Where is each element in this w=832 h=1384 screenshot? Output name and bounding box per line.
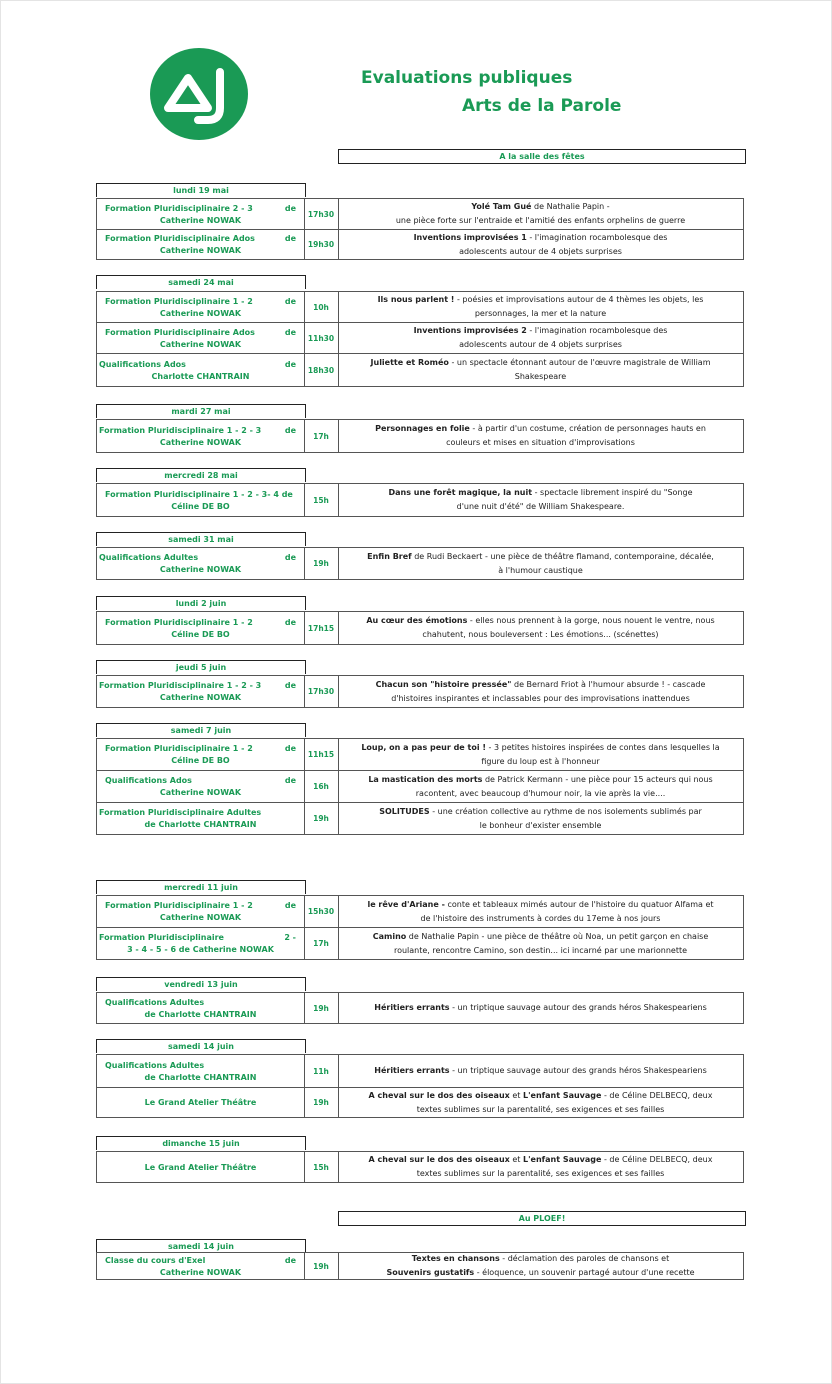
day-header: lundi 19 mai bbox=[96, 183, 306, 197]
venue-salle-des-fetes: A la salle des fêtes bbox=[338, 149, 746, 164]
teacher-name: Catherine NOWAK bbox=[159, 913, 242, 922]
show-title-2: Souvenirs gustatifs bbox=[386, 1268, 475, 1277]
desc-line1: - poésies et improvisations autour de 4 thèmes les objets, les bbox=[454, 295, 704, 304]
day-header: samedi 31 mai bbox=[96, 532, 306, 546]
desc-line2: d'une nuit d'été" de William Shakespeare. bbox=[456, 502, 625, 511]
course-name: Formation Pluridisciplinaire Ados bbox=[105, 234, 255, 243]
show-title: Juliette et Roméo bbox=[370, 358, 449, 367]
course-cell bbox=[97, 354, 305, 386]
course-de: de bbox=[284, 425, 296, 435]
course-cell bbox=[97, 803, 305, 834]
desc-line1: - un spectacle étonnant autour de l'œuvre magistrale de William bbox=[448, 358, 711, 367]
description-cell bbox=[338, 354, 743, 386]
desc-line2: roulante, rencontre Camino, son destin... ici incarné par une marionnette bbox=[393, 945, 688, 955]
description-cell bbox=[338, 896, 743, 927]
course-cell bbox=[97, 1055, 305, 1087]
course-cell bbox=[97, 420, 305, 452]
desc-line2: d'histoires inspirantes et inclassables pour des improvisations inattendues bbox=[391, 693, 690, 703]
course-name: Formation Pluridisciplinaire 1 - 2 bbox=[105, 744, 253, 753]
show-title: le rêve d'Ariane - bbox=[367, 899, 445, 909]
teacher-name: de Charlotte CHANTRAIN bbox=[144, 1072, 257, 1082]
course-de: de bbox=[284, 901, 296, 910]
course-name: Formation Pluridisciplinaire 1 - 2 bbox=[105, 901, 253, 910]
course-de: de bbox=[284, 681, 296, 690]
desc-line2: une pièce forte sur l'entraide et l'amitié des enfants orphelins de guerre bbox=[395, 216, 686, 225]
show-title: Inventions improvisées 1 bbox=[413, 232, 527, 242]
description-cell bbox=[338, 1253, 743, 1279]
desc-line2: chahutent, nous bouleversent : Les émotions... (scénettes) bbox=[422, 630, 659, 639]
time-cell: 16h bbox=[304, 771, 339, 802]
schedule-row bbox=[96, 291, 744, 323]
course-de: de bbox=[284, 203, 296, 213]
show-title: Inventions improvisées 2 bbox=[413, 326, 527, 335]
desc-line2: - éloquence, un souvenir partagé autour d'une recette bbox=[474, 1268, 695, 1277]
course-de: de bbox=[284, 776, 296, 785]
show-title: Loup, on a pas peur de toi ! bbox=[361, 742, 487, 752]
course-cell bbox=[97, 739, 305, 770]
description-cell bbox=[338, 484, 743, 516]
schedule-row bbox=[96, 1054, 744, 1088]
schedule-row bbox=[96, 419, 744, 453]
description-cell bbox=[338, 548, 743, 579]
time-cell: 17h30 bbox=[304, 676, 339, 707]
time-cell: 17h bbox=[304, 928, 339, 959]
course-name: Formation Pluridisciplinaire Ados bbox=[105, 327, 255, 337]
schedule-row bbox=[96, 483, 744, 517]
course-name: Le Grand Atelier Théâtre bbox=[144, 1098, 257, 1107]
course-cell bbox=[97, 896, 305, 927]
course-de: 2 - bbox=[284, 933, 296, 942]
time-cell: 19h bbox=[304, 1088, 339, 1117]
day-header: lundi 2 juin bbox=[96, 596, 306, 610]
teacher-name: Catherine NOWAK bbox=[159, 339, 242, 349]
course-cell bbox=[97, 230, 305, 259]
time-cell: 15h bbox=[304, 1152, 339, 1182]
show-title: Personnages en folie bbox=[375, 424, 470, 433]
course-de: de bbox=[284, 359, 296, 369]
schedule-row bbox=[96, 992, 744, 1024]
teacher-name: de Charlotte CHANTRAIN bbox=[144, 820, 257, 829]
show-title: Héritiers errants bbox=[374, 1066, 450, 1075]
description-cell bbox=[338, 928, 743, 959]
desc-line2: à l'humour caustique bbox=[498, 565, 583, 575]
time-cell: 18h30 bbox=[304, 354, 339, 386]
time-cell: 15h bbox=[304, 484, 339, 516]
desc-line2: personnages, la mer et la nature bbox=[474, 309, 607, 318]
time-cell: 19h bbox=[304, 548, 339, 579]
desc-line1: - l'imagination rocambolesque des bbox=[526, 232, 668, 242]
show-title-2: L'enfant Sauvage bbox=[522, 1155, 602, 1164]
course-cell bbox=[97, 993, 305, 1023]
desc-line1: et bbox=[509, 1155, 523, 1164]
description-cell bbox=[338, 771, 743, 802]
desc-line2: racontent, avec beaucoup d'humour noir, la vie après la vie.... bbox=[415, 788, 666, 798]
schedule-row bbox=[96, 927, 744, 960]
desc-line1: - l'imagination rocambolesque des bbox=[526, 326, 668, 335]
day-header: samedi 24 mai bbox=[96, 275, 306, 289]
course-cell bbox=[97, 484, 305, 516]
schedule-row bbox=[96, 770, 744, 803]
desc-line1: - une création collective au rythme de nos isolements sublimés par bbox=[429, 806, 702, 816]
course-cell bbox=[97, 292, 305, 322]
day-header: mercredi 28 mai bbox=[96, 468, 306, 482]
time-cell: 17h15 bbox=[304, 612, 339, 644]
course-name: Formation Pluridisciplinaire 1 - 2 - 3- 4 de bbox=[105, 489, 293, 499]
desc-line2: textes sublimes sur la parentalité, ses exigences et ses failles bbox=[416, 1104, 665, 1114]
desc-line1: de Nathalie Papin - une pièce de théâtre où Noa, un petit garçon en chaise bbox=[406, 931, 709, 941]
schedule-row bbox=[96, 895, 744, 928]
teacher-name: Catherine NOWAK bbox=[159, 215, 242, 225]
description-cell bbox=[338, 676, 743, 707]
schedule-row bbox=[96, 229, 744, 260]
desc-line2: textes sublimes sur la parentalité, ses exigences et ses failles bbox=[416, 1169, 665, 1178]
schedule-row bbox=[96, 611, 744, 645]
show-title-2: L'enfant Sauvage bbox=[522, 1090, 602, 1100]
desc-line1: et bbox=[509, 1090, 523, 1100]
teacher-name: Céline DE BO bbox=[171, 756, 230, 765]
course-cell bbox=[97, 928, 305, 959]
day-header: samedi 14 juin bbox=[96, 1239, 306, 1253]
show-title: Enfin Bref bbox=[367, 551, 412, 561]
schedule-row bbox=[96, 1087, 744, 1118]
course-de: de bbox=[284, 744, 296, 753]
schedule-row bbox=[96, 802, 744, 835]
course-de: de bbox=[284, 296, 296, 306]
desc-line1: - spectacle librement inspiré du "Songe bbox=[532, 488, 693, 497]
desc-line1: - déclamation des paroles de chansons et bbox=[499, 1254, 670, 1263]
show-title: Chacun son "histoire pressée" bbox=[375, 679, 512, 689]
show-title: Au cœur des émotions bbox=[366, 616, 468, 625]
aj-logo bbox=[150, 48, 248, 140]
course-cell bbox=[97, 548, 305, 579]
desc-line1: - un triptique sauvage autour des grands héros Shakespeariens bbox=[449, 1066, 707, 1075]
course-cell bbox=[97, 612, 305, 644]
desc-line2: figure du loup est à l'honneur bbox=[481, 756, 600, 766]
course-cell bbox=[97, 1253, 305, 1279]
desc-line2: Shakespeare bbox=[514, 372, 567, 381]
course-de: de bbox=[284, 234, 296, 243]
time-cell: 17h bbox=[304, 420, 339, 452]
teacher-name: Catherine NOWAK bbox=[159, 437, 242, 447]
show-title: Textes en chansons bbox=[411, 1254, 500, 1263]
time-cell: 19h30 bbox=[304, 230, 339, 259]
description-cell bbox=[338, 199, 743, 229]
description-cell bbox=[338, 230, 743, 259]
show-title: Yolé Tam Gué bbox=[471, 202, 532, 211]
course-cell bbox=[97, 676, 305, 707]
desc-line1: de Bernard Friot à l'humour absurde ! - cascade bbox=[511, 679, 706, 689]
desc-line1: - elles nous prennent à la gorge, nous nouent le ventre, nous bbox=[467, 616, 715, 625]
description-cell bbox=[338, 420, 743, 452]
course-name: Qualifications Adultes bbox=[105, 997, 205, 1007]
show-title: A cheval sur le dos des oiseaux bbox=[368, 1090, 510, 1100]
desc-line1: de Rudi Beckaert - une pièce de théâtre flamand, contemporaine, décalée, bbox=[411, 551, 714, 561]
desc-line1: - 3 petites histoires inspirées de contes dans lesquelles la bbox=[486, 742, 720, 752]
page-subtitle: Arts de la Parole bbox=[462, 96, 622, 116]
day-header: samedi 14 juin bbox=[96, 1039, 306, 1053]
schedule-row bbox=[96, 547, 744, 580]
course-name: Formation Pluridisciplinaire bbox=[99, 933, 224, 942]
day-header: mardi 27 mai bbox=[96, 404, 306, 418]
desc-line2: adolescents autour de 4 objets surprises bbox=[459, 340, 622, 349]
venue-ploef: Au PLOEF! bbox=[338, 1211, 746, 1226]
desc-line1: de Patrick Kermann - une pièce pour 15 acteurs qui nous bbox=[482, 774, 713, 784]
desc-line2: le bonheur d'exister ensemble bbox=[479, 820, 602, 830]
schedule-row bbox=[96, 1151, 744, 1183]
show-title: Ils nous parlent ! bbox=[377, 295, 455, 304]
teacher-name: Céline DE BO bbox=[171, 501, 230, 511]
show-title: La mastication des morts bbox=[368, 774, 483, 784]
course-name: Formation Pluridisciplinaire Adultes bbox=[99, 808, 262, 817]
schedule-row bbox=[96, 198, 744, 230]
description-cell bbox=[338, 993, 743, 1023]
schedule-row bbox=[96, 675, 744, 708]
schedule-row bbox=[96, 1252, 744, 1280]
course-name: Classe du cours d'Exel bbox=[105, 1255, 206, 1265]
schedule-row bbox=[96, 353, 744, 387]
teacher-name: 3 - 4 - 5 - 6 de Catherine NOWAK bbox=[127, 945, 274, 954]
desc-line1: - à partir d'un costume, création de personnages hauts en bbox=[469, 424, 706, 433]
time-cell: 15h30 bbox=[304, 896, 339, 927]
time-cell: 10h bbox=[304, 292, 339, 322]
course-name: Formation Pluridisciplinaire 2 - 3 bbox=[105, 203, 253, 213]
schedule-row bbox=[96, 738, 744, 771]
description-cell bbox=[338, 612, 743, 644]
day-header: vendredi 13 juin bbox=[96, 977, 306, 991]
teacher-name: Catherine NOWAK bbox=[159, 693, 242, 702]
course-de: de bbox=[284, 1255, 296, 1265]
course-name: Formation Pluridisciplinaire 1 - 2 bbox=[105, 617, 253, 627]
desc-line1: conte et tableaux mimés autour de l'histoire du quatuor Alfama et bbox=[444, 899, 714, 909]
schedule-row bbox=[96, 322, 744, 354]
day-header: jeudi 5 juin bbox=[96, 660, 306, 674]
desc-line1b: - de Céline DELBECQ, deux bbox=[601, 1155, 713, 1164]
time-cell: 17h30 bbox=[304, 199, 339, 229]
description-cell bbox=[338, 1152, 743, 1182]
course-name: Le Grand Atelier Théâtre bbox=[144, 1162, 257, 1172]
desc-line2: adolescents autour de 4 objets surprises bbox=[459, 246, 622, 256]
course-de: de bbox=[284, 327, 296, 337]
teacher-name: de Charlotte CHANTRAIN bbox=[144, 1009, 257, 1019]
desc-line1b: - de Céline DELBECQ, deux bbox=[601, 1090, 713, 1100]
teacher-name: Catherine NOWAK bbox=[159, 1267, 242, 1277]
description-cell bbox=[338, 739, 743, 770]
day-header: samedi 7 juin bbox=[96, 723, 306, 737]
show-title: Camino bbox=[372, 931, 407, 941]
course-name: Qualifications Ados bbox=[105, 776, 192, 785]
show-title: SOLITUDES bbox=[379, 806, 430, 816]
desc-line2: couleurs et mises en situation d'improvisations bbox=[446, 438, 635, 447]
teacher-name: Catherine NOWAK bbox=[159, 246, 242, 255]
course-name: Qualifications Ados bbox=[99, 359, 186, 369]
time-cell: 11h30 bbox=[304, 323, 339, 353]
teacher-name: Céline DE BO bbox=[171, 629, 230, 639]
course-cell bbox=[97, 771, 305, 802]
course-cell bbox=[97, 1152, 305, 1182]
course-de: de bbox=[284, 553, 296, 562]
teacher-name: Catherine NOWAK bbox=[159, 788, 242, 797]
teacher-name: Charlotte CHANTRAIN bbox=[151, 371, 250, 381]
show-title: A cheval sur le dos des oiseaux bbox=[368, 1155, 510, 1164]
course-name: Qualifications Adultes bbox=[99, 553, 199, 562]
course-cell bbox=[97, 323, 305, 353]
desc-line1: de Nathalie Papin - bbox=[531, 202, 610, 211]
time-cell: 19h bbox=[304, 993, 339, 1023]
time-cell: 11h bbox=[304, 1055, 339, 1087]
description-cell bbox=[338, 1055, 743, 1087]
course-name: Formation Pluridisciplinaire 1 - 2 bbox=[105, 296, 253, 306]
time-cell: 19h bbox=[304, 1253, 339, 1279]
course-name: Formation Pluridisciplinaire 1 - 2 - 3 bbox=[99, 681, 262, 690]
course-name: Qualifications Adultes bbox=[105, 1060, 205, 1070]
desc-line1: - un triptique sauvage autour des grands héros Shakespeariens bbox=[449, 1003, 707, 1012]
teacher-name: Catherine NOWAK bbox=[159, 308, 242, 318]
show-title: Dans une forêt magique, la nuit bbox=[388, 488, 533, 497]
day-header: mercredi 11 juin bbox=[96, 880, 306, 894]
course-de: de bbox=[284, 617, 296, 627]
show-title: Héritiers errants bbox=[374, 1003, 450, 1012]
description-cell bbox=[338, 292, 743, 322]
page-title: Evaluations publiques bbox=[361, 68, 573, 88]
description-cell bbox=[338, 1088, 743, 1117]
teacher-name: Catherine NOWAK bbox=[159, 565, 242, 574]
course-cell bbox=[97, 1088, 305, 1117]
course-cell bbox=[97, 199, 305, 229]
time-cell: 11h15 bbox=[304, 739, 339, 770]
time-cell: 19h bbox=[304, 803, 339, 834]
desc-line2: de l'histoire des instruments à cordes du 17eme à nos jours bbox=[420, 913, 661, 923]
description-cell bbox=[338, 803, 743, 834]
day-header: dimanche 15 juin bbox=[96, 1136, 306, 1150]
description-cell bbox=[338, 323, 743, 353]
course-name: Formation Pluridisciplinaire 1 - 2 - 3 bbox=[99, 425, 262, 435]
